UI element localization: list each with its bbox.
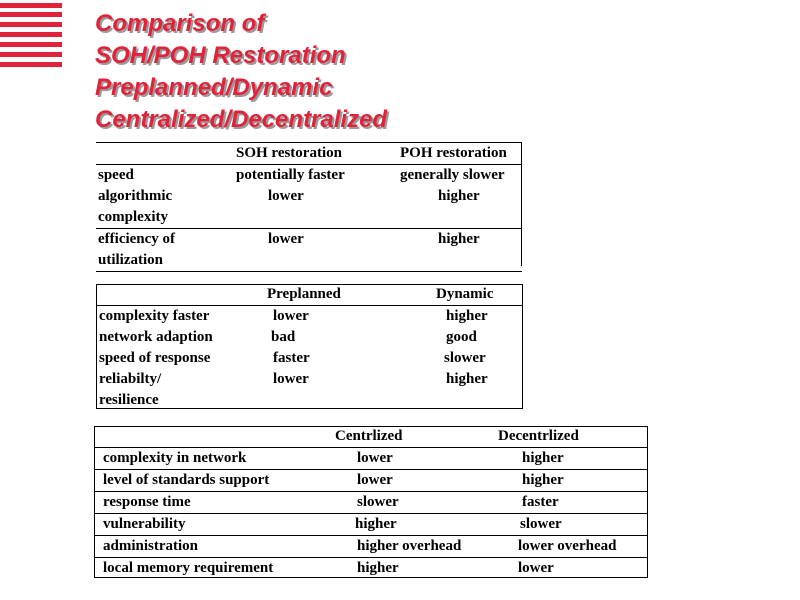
cell: higher [394,229,522,251]
logo-stripe [0,12,62,17]
row-label: response time [95,492,333,514]
row-label: complexity faster [99,308,210,324]
table-header-row [96,143,522,165]
cell: lower [268,188,304,204]
table-row [97,348,522,369]
row-label: complexity in network [95,448,333,470]
table-row [96,207,522,229]
table-row [97,369,522,390]
cell: lower [234,229,394,251]
header-cell [96,143,234,165]
row-label: efficiency of [96,229,234,251]
table-row [96,165,522,187]
cell: higher [333,558,498,580]
soh-poh-table [96,142,522,272]
title-line: Centralized/Decentralized [95,106,388,133]
cell: higher [333,514,498,536]
cell [394,207,522,229]
title-line: Preplanned/Dynamic [95,74,333,101]
cell [267,390,432,411]
row-label: speed [96,165,234,187]
cell: lower [273,308,309,324]
cell: lower overhead [498,536,648,558]
cell [234,207,394,229]
table-row [97,390,522,411]
cell [394,250,522,272]
cell: slower [333,492,498,514]
table-row [95,448,648,470]
row-label: level of standards support [95,470,333,492]
central-decentral-table [95,426,648,579]
cell: lower [333,470,498,492]
table-row [97,306,522,328]
cell [234,250,394,272]
row-label: network adaption [99,329,213,345]
table-row [96,186,522,207]
row-label: algorithmic [98,188,173,204]
row-label: speed of response [99,350,211,366]
title-line: SOH/POH Restoration [95,42,346,69]
table-header-row [97,284,522,306]
cell: potentially faster [234,165,394,187]
row-label: resilience [99,392,159,408]
cell: slower [444,350,486,366]
title-line: Comparison of [95,10,265,37]
cell: faster [498,492,648,514]
header-cell [97,284,267,306]
table-row [95,558,648,580]
header-cell: Decentrlized [498,428,579,444]
table-row [96,250,522,272]
table-row [95,492,648,514]
row-label: local memory requirement [95,558,333,580]
slide-title [95,8,387,136]
row-label: vulnerability [95,514,333,536]
cell: generally slower [394,165,522,187]
row-label: reliabilty/ [99,371,162,387]
header-cell: SOH restoration [236,145,342,161]
logo-stripe [0,52,62,57]
cell: lower [273,371,309,387]
row-label: utilization [98,252,164,268]
cell: higher overhead [333,536,498,558]
row-label: complexity [98,209,168,225]
header-cell: Centrlized [335,428,403,444]
header-cell [95,426,333,448]
cell: higher [446,371,488,387]
table-header-row [95,426,648,448]
table-row [95,536,648,558]
cell: higher [498,470,648,492]
logo-stripe [0,42,62,47]
cell: higher [498,448,648,470]
logo-stripe [0,32,62,37]
row-label: administration [95,536,333,558]
cell: higher [446,308,488,324]
table-row [95,514,648,536]
cell: faster [273,350,310,366]
logo-stripe [0,62,62,67]
logo-stripe [0,3,62,8]
header-cell: Preplanned [267,284,432,306]
header-cell: Dynamic [432,284,522,306]
table-row [95,470,648,492]
logo-stripe [0,22,62,27]
cell: lower [333,448,498,470]
preplanned-dynamic-table [97,284,522,411]
table-row [97,327,522,348]
cell: slower [498,514,648,536]
cell: higher [438,188,480,204]
header-cell: POH restoration [400,145,507,161]
cell: bad [271,329,296,345]
cell [432,390,522,411]
cell: lower [498,558,648,580]
table-row [96,229,522,251]
cell: good [446,329,477,345]
